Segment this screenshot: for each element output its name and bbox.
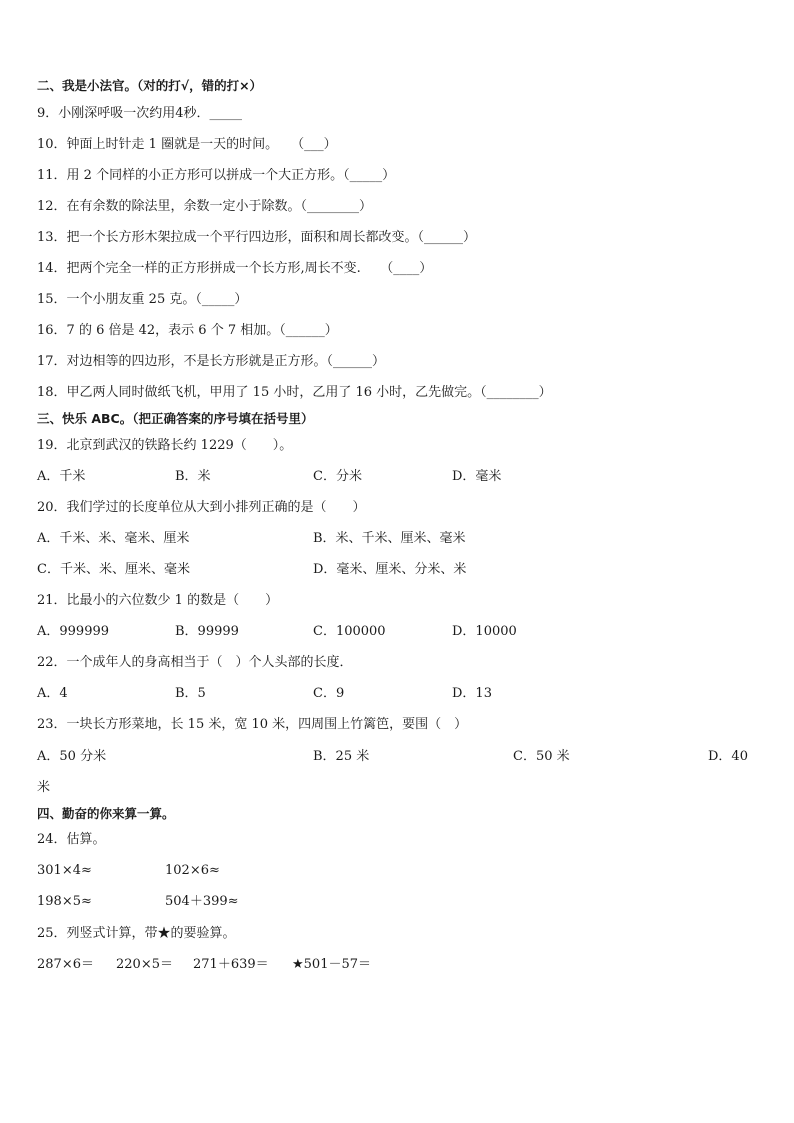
vertical-calc-4: ★501－57＝: [292, 957, 372, 972]
question-23: 23．一块长方形菜地，长 15 米，宽 10 米，四周围上竹篱笆，要围（ ）: [37, 717, 468, 732]
question-16: 16．7 的 6 倍是 42，表示 6 个 7 相加。（______）: [37, 323, 338, 338]
q23-option-d: D．40: [708, 749, 748, 764]
q21-option-a: A．999999: [37, 624, 110, 639]
estimate-3: 198×5≈: [37, 894, 92, 909]
q22-option-a: A．4: [37, 686, 68, 701]
question-20: 20．我们学过的长度单位从大到小排列正确的是（ ）: [37, 500, 366, 515]
q20-option-b: B．米、千米、厘米、毫米: [313, 531, 466, 546]
estimate-1: 301×4≈: [37, 863, 92, 878]
question-25: 25．列竖式计算，带★的要验算。: [37, 926, 236, 941]
estimate-4: 504＋399≈: [165, 894, 239, 909]
q23-option-b: B．25 米: [313, 749, 370, 764]
q22-option-c: C．9: [313, 686, 345, 701]
section-4-heading: 四、勤奋的你来算一算。: [37, 806, 175, 821]
q23-option-a: A．50 分米: [37, 749, 107, 764]
question-12: 12．在有余数的除法里，余数一定小于除数。（________）: [37, 199, 373, 214]
question-19: 19．北京到武汉的铁路长约 1229（ ）。: [37, 438, 293, 453]
question-9: 9．小刚深呼吸一次约用4秒．_____: [37, 106, 243, 121]
estimate-2: 102×6≈: [165, 863, 220, 878]
question-10: 10．钟面上时针走 1 圈就是一天的时间。 （___）: [37, 137, 337, 152]
question-24: 24．估算。: [37, 832, 106, 847]
q19-option-a: A．千米: [37, 469, 86, 484]
q22-option-b: B．5: [175, 686, 206, 701]
q23-option-d-wrap: 米: [37, 780, 51, 795]
question-15: 15．一个小朋友重 25 克。（_____）: [37, 292, 248, 307]
q20-option-c: C．千米、米、厘米、毫米: [37, 562, 190, 577]
question-14: 14．把两个完全一样的正方形拼成一个长方形,周长不变. （____）: [37, 261, 433, 276]
section-3-heading: 三、快乐 ABC。（把正确答案的序号填在括号里）: [37, 411, 314, 426]
question-22: 22．一个成年人的身高相当于（ ）个人头部的长度．: [37, 655, 353, 670]
vertical-calc-3: 271＋639＝: [193, 957, 269, 972]
vertical-calc-2: 220×5＝: [116, 957, 173, 972]
question-21: 21．比最小的六位数少 1 的数是（ ）: [37, 593, 279, 608]
q19-option-c: C．分米: [313, 469, 362, 484]
q21-option-d: D．10000: [452, 624, 517, 639]
q19-option-d: D．毫米: [452, 469, 502, 484]
question-11: 11．用 2 个同样的小正方形可以拼成一个大正方形。（_____）: [37, 168, 396, 183]
question-18: 18．甲乙两人同时做纸飞机，甲用了 15 小时，乙用了 16 小时，乙先做完。（________）: [37, 385, 552, 400]
vertical-calc-1: 287×6＝: [37, 957, 94, 972]
q20-option-a: A．千米、米、毫米、厘米: [37, 531, 190, 546]
q21-option-b: B．99999: [175, 624, 239, 639]
q20-option-d: D．毫米、厘米、分米、米: [313, 562, 467, 577]
q23-option-c: C．50 米: [513, 749, 570, 764]
question-13: 13．把一个长方形木架拉成一个平行四边形，面积和周长都改变。（______）: [37, 230, 477, 245]
question-17: 17．对边相等的四边形，不是长方形就是正方形。（______）: [37, 354, 386, 369]
q22-option-d: D．13: [452, 686, 492, 701]
section-2-heading: 二、我是小法官。（对的打√，错的打×）: [37, 78, 263, 93]
q19-option-b: B．米: [175, 469, 211, 484]
q21-option-c: C．100000: [313, 624, 386, 639]
